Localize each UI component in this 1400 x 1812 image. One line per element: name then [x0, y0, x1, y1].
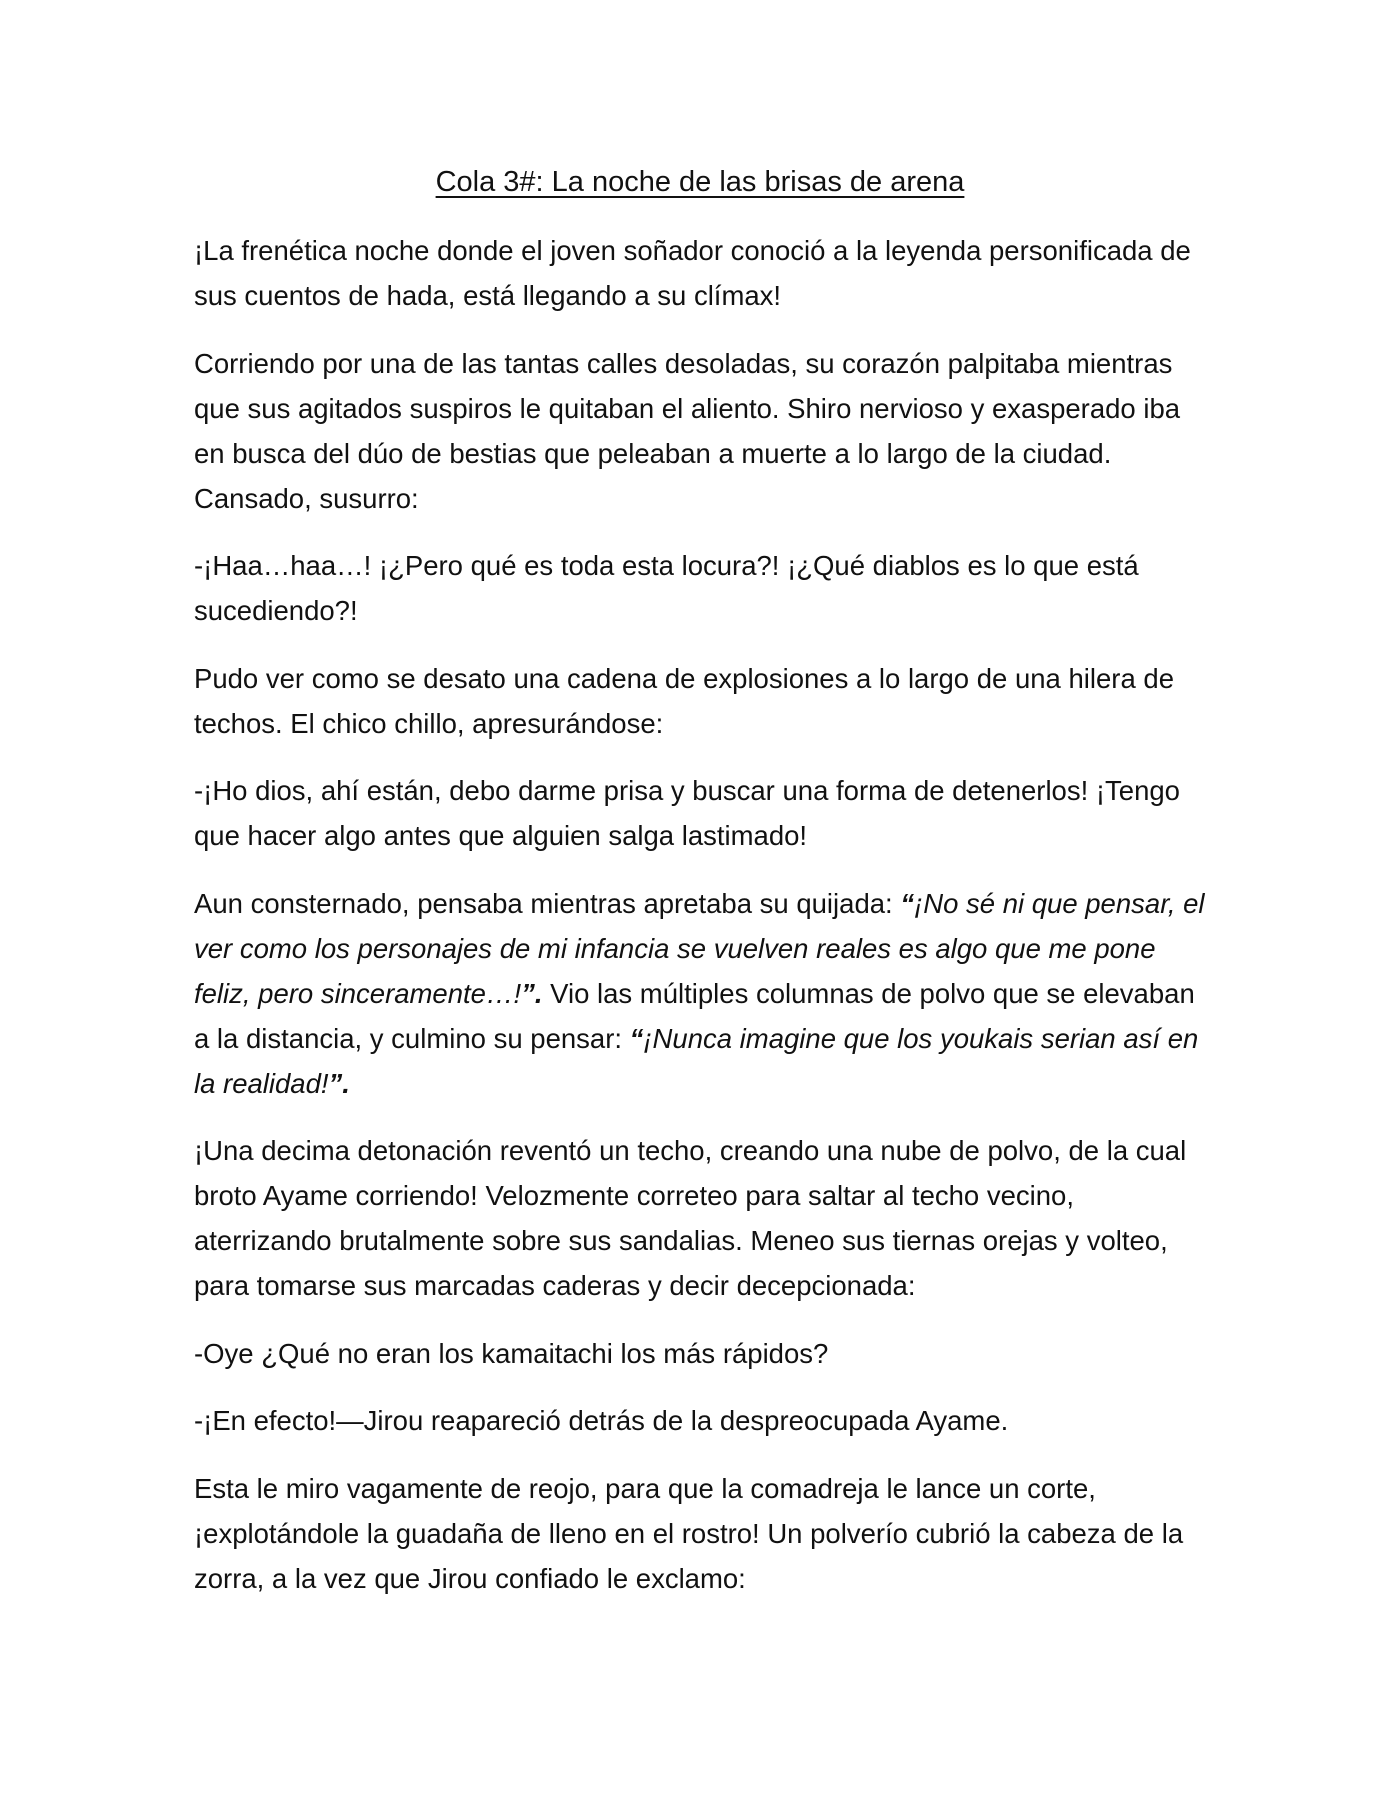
inner-thought-quote-2: ¡Nunca imagine que los youkais serian así en la realidad! — [194, 1022, 1199, 1099]
document-body — [194, 228, 1214, 1623]
quote-2-open: “ — [629, 1022, 644, 1054]
paragraph-10: Esta le miro vagamente de reojo, para que la comadreja le lance un corte, ¡explotándole la guadaña de lleno en el rostro! Un polverío cubrió la cabeza de la zorra, a la vez que Jirou confiado le exclamo: — [194, 1472, 1184, 1594]
paragraph-5: -¡Ho dios, ahí están, debo darme prisa y buscar una forma de detenerlos! ¡Tengo que hacer algo antes que alguien salga lastimado! — [194, 775, 1180, 851]
paragraph-7: ¡Una decima detonación reventó un techo, creando una nube de polvo, de la cual broto Ayame corriendo! Velozmente correteo para saltar al techo vecino, aterrizando brutalmente sobre sus sandalias. Meneo sus tiernas orejas y volteo, para tomarse sus marcadas caderas y decir decepcionada: — [194, 1135, 1187, 1301]
paragraph-9: -¡En efecto!—Jirou reapareció detrás de la despreocupada Ayame. — [194, 1405, 1009, 1436]
paragraph-6-text-2: Vio las múltiples columnas de polvo que se elevaban a la distancia, y culmino su pensar: — [194, 977, 1195, 1054]
paragraph-2: Corriendo por una de las tantas calles desoladas, su corazón palpitaba mientras que sus agitados suspiros le quitaban el aliento. Shiro nervioso y exasperado iba en busca del dúo de bestias que peleaban a muerte a lo largo de la ciudad. Cansado, susurro: — [194, 347, 1181, 514]
paragraph-1: ¡La frenética noche donde el joven soñador conoció a la leyenda personificada de sus cuentos de hada, está llegando a su clímax! — [194, 235, 1191, 311]
paragraph-4: Pudo ver como se desato una cadena de explosiones a lo largo de una hilera de techos. El chico chillo, apresurándose: — [194, 662, 1174, 739]
quote-1-close: ”. — [521, 977, 543, 1009]
paragraph-6 — [194, 881, 1214, 1106]
paragraph-8: -Oye ¿Qué no eran los kamaitachi los más rápidos? — [194, 1337, 829, 1369]
quote-2-close: ”. — [328, 1067, 350, 1099]
paragraph-3: -¡Haa…haa…! ¡¿Pero qué es toda esta locura?! ¡¿Qué diablos es lo que está sucediendo?! — [194, 550, 1139, 626]
paragraph-6-text-1: Aun consternado, pensaba mientras apretaba su quijada: — [194, 887, 901, 919]
document-title: Cola 3#: La noche de las brisas de arena — [435, 166, 965, 198]
quote-1-open: “ — [900, 887, 915, 919]
inner-thought-quote-1: ¡No sé ni que pensar, el ver como los personajes de mi infancia se vuelven reales es algo que me pone feliz, pero sinceramente…! — [194, 887, 1205, 1009]
